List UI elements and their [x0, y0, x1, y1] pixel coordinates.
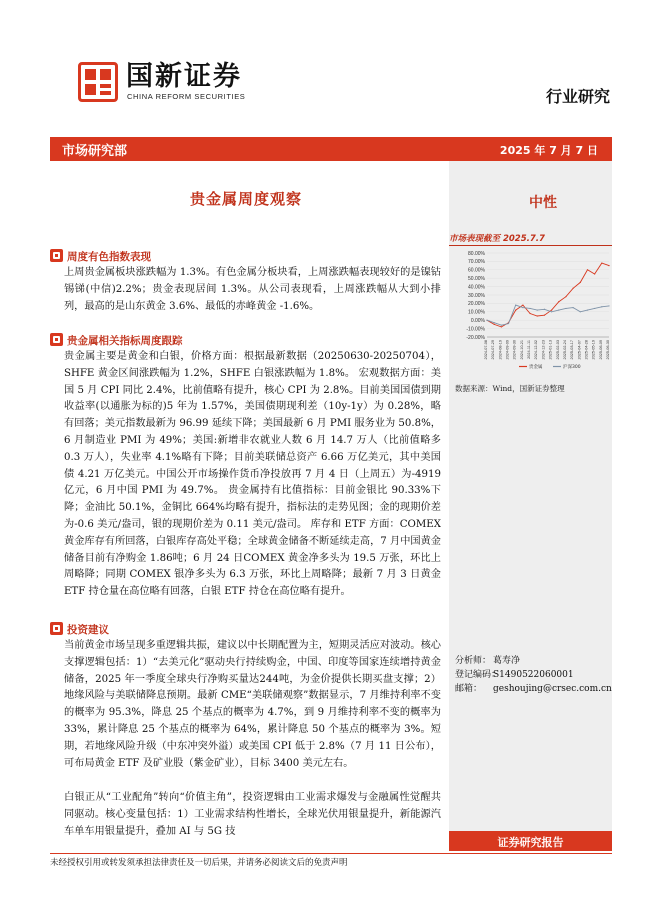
chart-data-point [601, 306, 602, 307]
chart-data-point [608, 265, 609, 266]
chart-data-point [594, 308, 595, 309]
chart-data-point [601, 262, 602, 263]
chart-x-tick-label: 2025-04-07 [577, 340, 582, 360]
section-title: 投资建议 [67, 624, 109, 636]
chart-data-point [501, 325, 502, 326]
chart-data-point [551, 311, 552, 312]
chart-data-point [587, 269, 588, 270]
chart-y-tick-label: 50.00% [468, 276, 485, 282]
chart-data-point [537, 315, 538, 316]
disclaimer: 未经授权引用或转发须承担法律责任及一切后果，并请务必阅读文后的免责声明 [50, 858, 348, 868]
logo-mark-icon [78, 62, 118, 102]
chart-y-tick-label: 20.00% [468, 301, 485, 308]
market-performance-chart [453, 249, 613, 371]
analyst-email[interactable]: geshoujing@crsec.com.cn [493, 684, 612, 694]
report-title: 贵金属周度观察 [190, 190, 303, 208]
header-bar [50, 137, 612, 161]
chart-data-point [544, 309, 545, 310]
chart-title: 市场表现截至 2025.7.7 [449, 234, 545, 244]
chart-data-point [565, 296, 566, 297]
registration-label: 登记编码： [455, 670, 501, 680]
registration-code: S1490522060001 [493, 670, 574, 680]
industry-rating: 中性 [529, 195, 557, 211]
email-row [455, 683, 612, 695]
chart-x-tick-label: 2024-08-19 [498, 340, 503, 360]
chart-data-point [565, 308, 566, 309]
chart-data-point [515, 304, 516, 305]
chart-y-tick-label: 10.00% [468, 309, 485, 316]
chart-x-tick-label: 2024-07-08 [484, 340, 488, 360]
chart-y-tick-label: -20.00% [466, 334, 485, 341]
chart-series-line [487, 305, 609, 325]
chart-x-tick-label: 2025-06-09 [598, 340, 603, 360]
registration-row [455, 669, 574, 681]
chart-x-tick-label: 2024-07-29 [491, 340, 496, 360]
chart-x-tick-label: 2025-02-24 [562, 340, 567, 360]
analyst-row [455, 655, 520, 667]
chart-y-tick-label: 0.00% [470, 318, 485, 324]
section-paragraph: 当前黄金市场呈现多重逻辑共振，建议以中长期配置为主，短期灵活应对波动。核心支撑逻辑包括：1）“去美元化”驱动央行持续购金，中国、印度等国家连续增持黄金储备，2025 年一季度全球央行净购买量达244吨，为金价提供长期买盘支撑；2）地缘风险与美联储降息预期。最新 CME“美联储观察”数据显示，7 月维持利率不变的概率为 95.3%，降息 25 个基点的概率为 4.7%，到 9 月维持利率不变的概率为 33%，累计降息 25 个基点的概率为 64%，累计降息 50 个基点的概率为 3%。短期，若地缘风险升级（中东冲突外溢）或美国 CPI 低于 2.8%（7 月 11 日公布），可布局黄金 ETF 及矿业股（紫金矿业），目标 3400 美元左右。 [64, 640, 441, 769]
chart-data-point [558, 310, 559, 311]
chart-data-point [501, 326, 502, 327]
chart-data-point [573, 307, 574, 308]
section-title: 贵金属相关指标周度跟踪 [67, 335, 183, 347]
chart-y-tick-label: -10.00% [466, 326, 485, 333]
chart-x-tick-label: 2024-11-11 [527, 340, 532, 359]
chart-data-point [573, 288, 574, 289]
chart-data-point [486, 320, 487, 321]
chart-y-tick-label: 80.00% [468, 250, 485, 257]
report-type: 行业研究 [545, 87, 610, 106]
chart-x-tick-label: 2025-02-03 [555, 340, 560, 360]
chart-x-tick-label: 2025-04-28 [584, 340, 589, 360]
section-bullet-icon [50, 622, 63, 635]
chart-x-tick-label: 2025-05-19 [591, 340, 596, 360]
footer-bar [449, 831, 612, 851]
department: 市场研究部 [62, 144, 128, 159]
chart-y-tick-label: 40.00% [468, 284, 485, 291]
analyst-label: 分析师： [455, 656, 492, 666]
chart-legend-label: 贵金属 [529, 365, 543, 370]
chart-data-point [529, 308, 530, 309]
chart-x-tick-label: 2025-03-17 [570, 340, 575, 360]
chart-data-point [587, 310, 588, 311]
chart-x-tick-label: 2025-01-13 [548, 340, 553, 360]
chart-data-point [608, 305, 609, 306]
chart-data-point [529, 313, 530, 314]
chart-x-tick-label: 2024-12-23 [541, 340, 546, 360]
chart-data-point [544, 315, 545, 316]
footer-divider [50, 853, 612, 854]
chart-y-tick-label: 60.00% [468, 267, 485, 274]
report-date: 2025 年 7 月 7 日 [499, 144, 598, 157]
chart-x-tick-label: 2024-09-30 [512, 340, 517, 360]
chart-title-divider [449, 245, 612, 246]
chart-data-point [522, 307, 523, 308]
chart-data-point [580, 282, 581, 283]
chart-data-point [508, 323, 509, 324]
chart-data-point [558, 301, 559, 302]
section-paragraph: 白银正从“工业配角”转向“价值主角”，投资逻辑由工业需求爆发与金融属性觉醒共同驱动。核心变量包括：1）工业需求结构性增长，全球光伏用银量提升，新能源汽车单车用银量提升，叠加 AI 与 5G 技 [64, 792, 441, 837]
analyst-name: 葛寿净 [493, 656, 521, 666]
chart-data-point [494, 324, 495, 325]
section-bullet-icon [50, 249, 63, 262]
chart-source: 数据来源：Wind，国新证券整理 [455, 384, 565, 393]
chart-y-tick-label: 30.00% [468, 292, 485, 299]
chart-x-tick-label: 2024-10-21 [519, 340, 524, 360]
chart-data-point [522, 304, 523, 305]
logo-chinese-name: 国新证券 [126, 61, 242, 92]
chart-data-point [494, 322, 495, 323]
section-paragraph: 上周贵金属板块涨跌幅为 1.3%。有色金属分板块看，上周涨跌幅表现较好的是镍钴锡锑(中信)2.2%；贵金表现居间 1.3%。从公司表现看，上周涨跌幅从大到小排列，最高的是山东黄金 3.6%、最低的赤峰黄金 -1.6%。 [64, 267, 441, 312]
section-paragraph: 贵金属主要是黄金和白银，价格方面：根据最新数据（20250630-20250704），SHFE 黄金区间涨跌幅为 1.2%，SHFE 白银涨跌幅为 1.8%。 宏观数据方面：美国 5 月 CPI 同比 2.4%，比前值略有提升，核心 CPI 为 2.8%。目前美国国债到期收益率(以通胀为标的)5 年为 1.57%，美国债期现利差（10y-1y）为 0.28%，略有回落；美元指数最新为 96.99 延续下降；美国最新 6 月 PMI 服务业为 50.8%，6 月制造业 PMI 为 49%；美国:新增非农就业人数 6 月 14.7 万人（比前值略多 0.3 万人），失业率 4.1%略有下降；目前美联储总资产 6.66 万亿美元，其中美国债 4.21 万亿美元。中国公开市场操作货币净投放再 7 月 4 日（上周五）为-4919 亿元，6 月中国 PMI 为 49.7%。 贵金属持有比值指标：目前金银比 90.33%下降；金油比 50.1%，金铜比 664%均略有提升，指标法的走势见图；金的现期价差为-0.6 美元/盎司，银的现期价差为 0.11 美元/盎司。 库存和 ETF 方面：COMEX 黄金库存有所回落，白银库存高处平稳；全球黄金储备不断延续走高，7 月中国黄金储备目前有净购金 1.86吨；6 月 24 日COMEX 黄金净多头为 19.5 万张，环比上周略降；同期 COMEX 银净多头为 6.3 万张，环比上周略降；最新 7 月 3 日黄金 ETF 持仓量在高位略有回落，白银 ETF 持仓在高位略有提升。 [64, 351, 441, 598]
footer-label: 证券研究报告 [497, 836, 564, 849]
chart-data-point [551, 310, 552, 311]
section-title: 周度有色指数表现 [67, 251, 151, 263]
chart-data-point [594, 273, 595, 274]
email-label: 邮箱： [455, 684, 483, 694]
chart-y-tick-label: 70.00% [468, 259, 485, 266]
company-logo [78, 62, 246, 102]
chart-data-point [537, 310, 538, 311]
logo-english-name: CHINA REFORM SECURITIES [127, 92, 246, 101]
chart-data-point [515, 310, 516, 311]
chart-x-tick-label: 2025-06-30 [606, 340, 610, 360]
chart-data-point [580, 311, 581, 312]
chart-legend-label: 沪深300 [563, 365, 581, 370]
section-bullet-icon [50, 333, 63, 346]
chart-x-tick-label: 2024-12-02 [534, 340, 539, 360]
chart-x-tick-label: 2024-09-09 [505, 340, 510, 360]
